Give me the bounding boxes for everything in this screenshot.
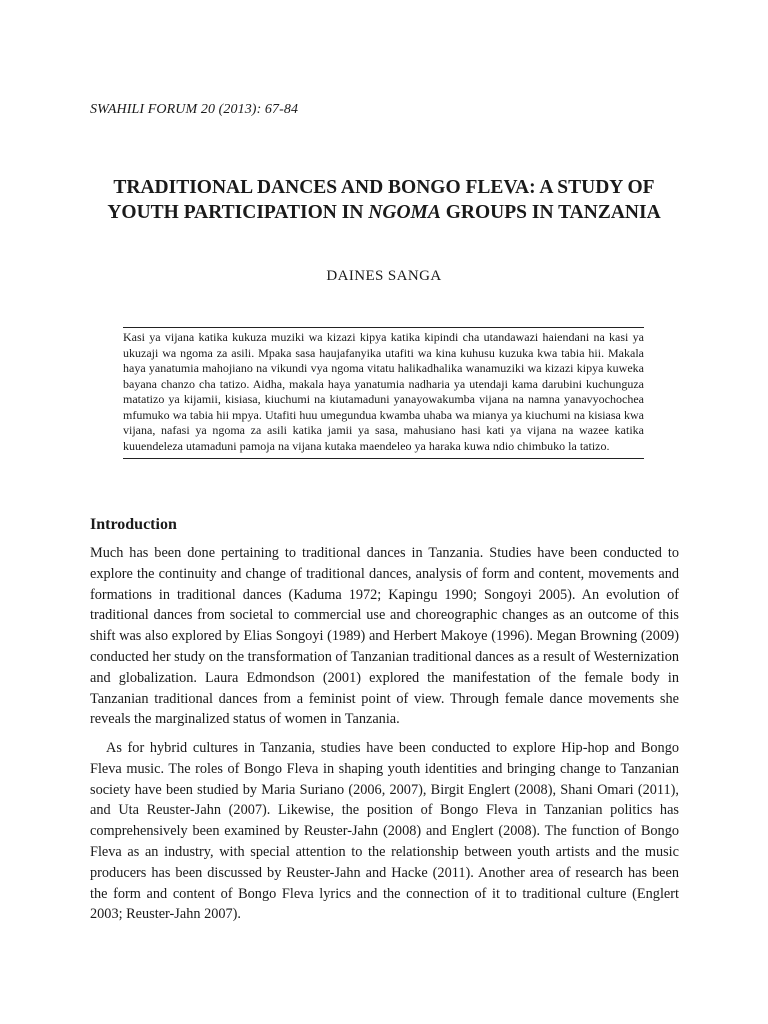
title-line-2-start: YOUTH PARTICIPATION IN <box>107 202 369 223</box>
abstract: Kasi ya vijana katika kukuza muziki wa kizazi kipya katika kipindi cha utandawazi haiendani na kasi ya ukuzaji wa ngoma za asili. Mpaka sasa haujafanyika utafiti wa kina kuhusu kuzuka kwa tabia hii. Makala haya yanatumia mahojiano na vikundi vya ngoma vitatu halikadhalika wanamuziki wa kizazi kipya kuweka bayana chanzo cha tatizo. Aidha, makala haya yanatumia nadharia ya utendaji kama darubini kuchunguza matatizo ya kijamii, kisiasa, kiuchumi na kiutamaduni yanayowakumba vijana na namna yanavyochochea mfumuko wa tabia hii mpya. Utafiti huu umegundua kwamba uhaba wa mianya ya kiuchumi na kisiasa kwa vijana, nafasi ya ngoma za asili katika jamii ya sasa, mahusiano hasi kati ya vijana na wazee katika kuuendeleza utamaduni pamoja na vijana kutaka maendeleo ya haraka kuwa ndio chimbuko la tatizo. <box>123 327 644 459</box>
journal-reference: SWAHILI FORUM 20 (2013): 67-84 <box>90 102 299 117</box>
title-line-2 <box>60 200 708 225</box>
section-heading-introduction: Introduction <box>90 516 177 533</box>
body-paragraph-1: Much has been done pertaining to traditional dances in Tanzania. Studies have been conducted to explore the continuity and change of traditional dances, analysis of form and content, movements and formations in traditional dances (Kaduma 1972; Kapingu 1990; Songoyi 2005). An evolution of traditional dances from societal to commercial use and choreographic changes as an outcome of this shift was also explored by Elias Songoyi (1989) and Herbert Makoye (1996). Megan Browning (2009) conducted her study on the transformation of Tanzanian traditional dances as a result of Westernization and globalization. Laura Edmondson (2001) explored the manifestation of the female body in Tanzanian traditional dances from a feminist point of view. Through female dance movements she reveals the marginalized status of women in Tanzania. <box>90 545 679 728</box>
author-name: DAINES SANGA <box>326 268 442 284</box>
title-italic-word: NGOMA <box>368 202 441 223</box>
title-line-1: TRADITIONAL DANCES AND BONGO FLEVA: A STUDY OF <box>113 177 655 198</box>
article-title <box>60 175 708 225</box>
body-paragraph-2: As for hybrid cultures in Tanzania, studies have been conducted to explore Hip-hop and Bongo Fleva music. The roles of Bongo Fleva in shaping youth identities and bringing change to Tanzanian society have been studied by Maria Suriano (2006, 2007), Birgit Englert (2008), Shani Omari (2011), and Uta Reuster-Jahn (2007). Likewise, the position of Bongo Fleva in Tanzanian politics has comprehensively been examined by Reuster-Jahn (2008) and Englert (2008). The function of Bongo Fleva as an industry, with special attention to the relationship between youth artists and the music producers has been discussed by Reuster-Jahn and Hacke (2011). Another area of research has been the form and content of Bongo Fleva lyrics and the connection of it to traditional culture (Englert 2003; Reuster-Jahn 2007). <box>90 740 679 923</box>
title-line-2-end: GROUPS IN TANZANIA <box>440 202 661 223</box>
